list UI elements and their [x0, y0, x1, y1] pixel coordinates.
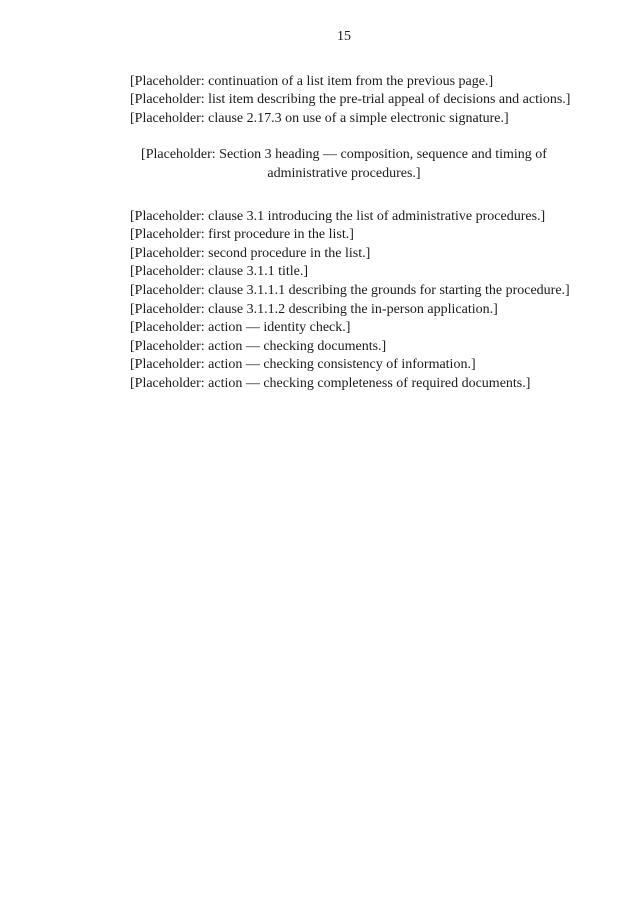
paragraph: [Placeholder: clause 3.1.1 title.] [130, 264, 309, 280]
paragraph: [Placeholder: clause 3.1.1.1 describing the grounds for starting the procedure.] [130, 282, 570, 298]
paragraph: [Placeholder: action — checking consistency of information.] [130, 357, 476, 373]
paragraph: [Placeholder: action — identity check.] [130, 320, 351, 336]
page-number: 15 [337, 29, 351, 44]
document-page [90, 28, 598, 394]
paragraph: [Placeholder: list item describing the pre-trial appeal of decisions and actions.] [130, 92, 571, 108]
paragraph: [Placeholder: second procedure in the list.] [130, 245, 371, 261]
paragraph: [Placeholder: clause 3.1.1.2 describing the in-person application.] [130, 301, 498, 317]
paragraph: [Placeholder: clause 3.1 introducing the list of administrative procedures.] [130, 208, 546, 224]
paragraph: [Placeholder: action — checking completeness of required documents.] [130, 375, 531, 391]
section-heading: [Placeholder: Section 3 heading — composition, sequence and timing of administrative procedures.] [141, 147, 547, 181]
paragraph: [Placeholder: continuation of a list item from the previous page.] [130, 73, 494, 89]
paragraph: [Placeholder: first procedure in the list.] [130, 227, 354, 243]
paragraph: [Placeholder: action — checking documents.] [130, 338, 387, 354]
paragraph: [Placeholder: clause 2.17.3 on use of a simple electronic signature.] [130, 110, 509, 126]
